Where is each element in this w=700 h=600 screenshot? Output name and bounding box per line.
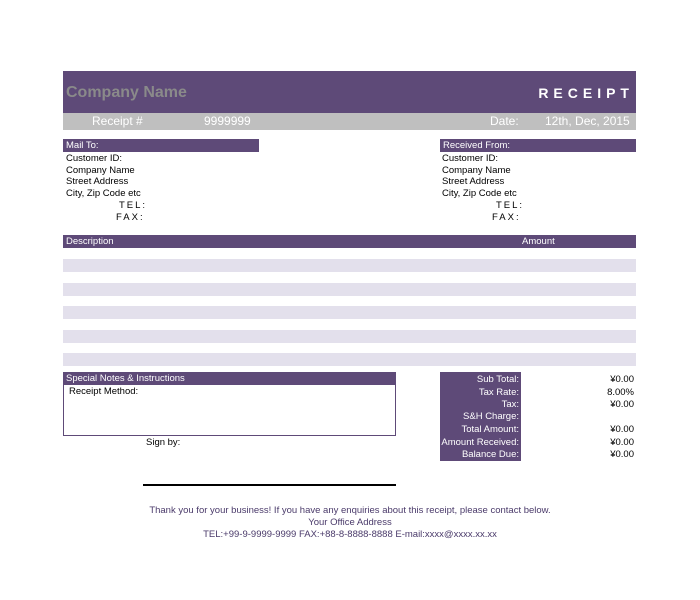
received-from-line: Company Name [442,164,511,176]
subtotal-label: Sub Total: [476,374,519,385]
company-name: Company Name [66,84,187,101]
mail-to-line: Customer ID: [66,153,122,164]
date-value: 12th, Dec, 2015 [545,114,630,128]
receipt-title: RECEIPT [538,85,634,101]
balance-due-value: ¥0.00 [610,449,634,460]
receipt-number: 9999999 [204,114,251,128]
column-header-amount: Amount [522,236,555,247]
total-amount-value: ¥0.00 [610,424,634,435]
received-from-line: Street Address [442,176,505,188]
sign-by-label: Sign by: [146,437,181,448]
mail-to-line: Company Name [66,164,135,176]
amount-received-value: ¥0.00 [610,437,634,448]
received-from-tel-label: TEL: [496,200,525,211]
total-amount-label: Total Amount: [461,424,519,435]
date-label: Date: [490,114,519,128]
table-row[interactable] [63,283,636,296]
tax-rate-label: Tax Rate: [478,387,519,398]
shipping-handling-label: S&H Charge: [463,411,519,422]
received-from-line: Customer ID: [442,153,498,164]
subtotal-value: ¥0.00 [610,374,634,385]
receipt-method-label: Receipt Method: [69,386,139,397]
tax-label: Tax: [501,399,519,410]
footer-address: Your Office Address [308,517,392,528]
signature-line [143,484,396,486]
received-from-line: City, Zip Code etc [442,187,517,199]
mail-to-address [66,153,141,199]
table-row[interactable] [63,306,636,319]
mail-to-line: City, Zip Code etc [66,187,141,199]
mail-to-fax-label: FAX: [116,212,145,223]
mail-to-tel-label: TEL: [119,200,148,211]
tax-value: ¥0.00 [610,399,634,410]
tax-rate-value: 8.00% [607,387,634,398]
table-row[interactable] [63,330,636,343]
table-row[interactable] [63,353,636,366]
received-from-heading: Received From: [440,139,636,152]
footer-thanks: Thank you for your business! If you have any enquiries about this receipt, please contact below. [149,505,551,516]
amount-received-label: Amount Received: [441,437,519,448]
received-from-fax-label: FAX: [492,212,521,223]
receipt-number-label: Receipt # [92,114,143,128]
mail-to-line: Street Address [66,176,129,188]
table-row[interactable] [63,259,636,272]
footer-contact: TEL:+99-9-9999-9999 FAX:+88-8-8888-8888 E-mail:xxxx@xxxx.xx.xx [203,529,497,540]
column-header-description: Description [66,236,114,247]
balance-due-label: Balance Due: [461,449,519,460]
received-from-address [442,153,517,199]
notes-heading: Special Notes & Instructions [63,372,396,385]
mail-to-heading: Mail To: [63,139,259,152]
